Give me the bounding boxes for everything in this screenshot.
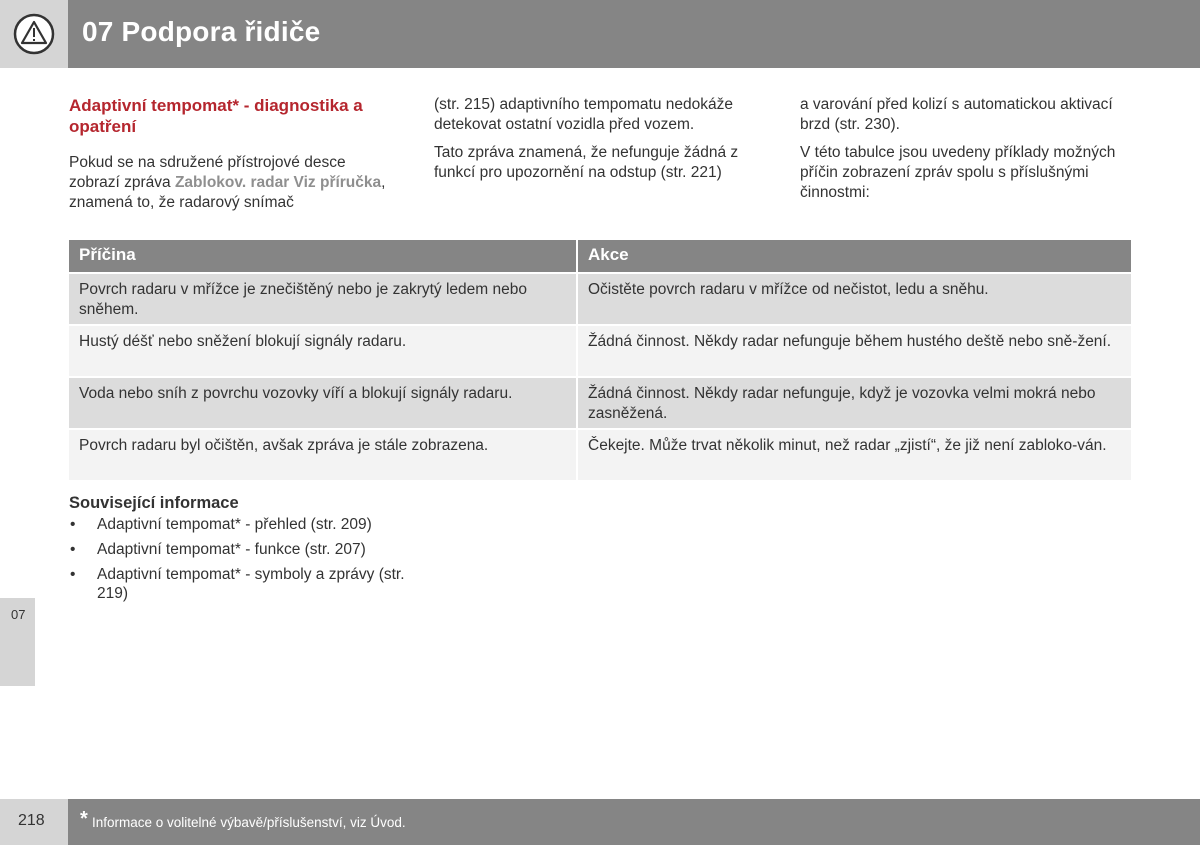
table-row [69,274,1131,324]
related-link[interactable]: Adaptivní tempomat* - symboly a zprávy (str. 219) [97,566,405,602]
header-icon-box [0,0,68,68]
related-links-list [69,515,409,603]
section-title: Adaptivní tempomat* - diagnostika a opatření [69,96,363,136]
page-header [0,0,1200,68]
related-link[interactable]: Adaptivní tempomat* - funkce (str. 207) [97,541,366,558]
text-column-2 [434,95,764,191]
table-header-cause: Příčina [69,240,576,272]
table-header-action: Akce [578,240,1131,272]
related-info-title: Související informace [69,494,239,512]
table-row [69,378,1131,428]
list-item[interactable] [69,540,409,559]
intro-text-start: Pokud se na sdružené přístrojové desce zobrazí zpráva [69,154,346,191]
footer-note: Informace o volitelné výbavě/příslušenství, viz Úvod. [92,815,406,830]
table-header-row [69,240,1131,272]
list-item[interactable] [69,515,409,534]
text-column-3 [800,95,1140,211]
table-cell-cause: Povrch radaru byl očištěn, avšak zpráva je stále zobrazena. [69,430,576,480]
table-cell-cause: Povrch radaru v mřížce je znečištěný nebo je zakrytý ledem nebo sněhem. [69,274,576,324]
table-cell-action: Očistěte povrch radaru v mřížce od nečistot, ledu a sněhu. [578,274,1131,324]
bullet-icon: • [70,516,76,533]
intro-text-end: , znamená to, že radarový snímač [69,174,386,211]
asterisk-icon: * [80,808,88,830]
footer-bar [68,799,1200,845]
paragraph: (str. 215) adaptivního tempomatu nedokáže detekovat ostatní vozidla před vozem. [434,96,733,133]
table-cell-action: Čekejte. Může trvat několik minut, než radar „zjistí“, že již není zabloko-ván. [578,430,1131,480]
header-title-bar [68,0,1200,68]
table-row [69,430,1131,480]
list-item[interactable] [69,565,409,603]
chapter-side-tab [0,598,35,686]
diagnostics-table [69,240,1131,482]
intro-paragraph [69,153,399,213]
page-number: 218 [18,812,45,829]
chapter-number: 07 [11,607,26,622]
paragraph: Tato zpráva znamená, že nefunguje žádná z funkcí pro upozornění na odstup (str. 221) [434,144,739,181]
warning-triangle-icon [13,13,55,55]
related-link[interactable]: Adaptivní tempomat* - přehled (str. 209) [97,516,372,533]
bullet-icon: • [70,541,76,558]
table-cell-action: Žádná činnost. Někdy radar nefunguje, když je vozovka velmi mokrá nebo zasněžená. [578,378,1131,428]
table-cell-cause: Hustý déšť nebo sněžení blokují signály radaru. [69,326,576,376]
page-number-box [0,799,68,845]
message-highlight: Zablokov. radar Viz příručka [174,174,382,191]
table-cell-cause: Voda nebo sníh z povrchu vozovky víří a blokují signály radaru. [69,378,576,428]
text-column-1 [69,95,399,221]
table-row [69,326,1131,376]
bullet-icon: • [70,566,76,583]
paragraph: V této tabulce jsou uvedeny příklady možných příčin zobrazení zpráv spolu s příslušnými činnostmi: [800,144,1116,201]
table-cell-action: Žádná činnost. Někdy radar nefunguje během hustého deště nebo sně-žení. [578,326,1131,376]
paragraph: a varování před kolizí s automatickou aktivací brzd (str. 230). [800,96,1113,133]
related-info [69,494,409,609]
chapter-title: 07 Podpora řidiče [82,16,321,47]
